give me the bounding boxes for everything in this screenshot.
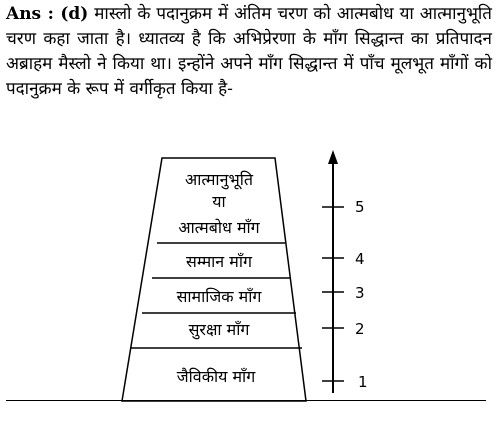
level-4-label: सम्मान माँग: [186, 252, 252, 271]
answer-prefix: Ans : (d): [6, 4, 89, 24]
tick-label-5: 5: [355, 198, 365, 216]
tick-label-3: 3: [355, 284, 365, 302]
tick-label-2: 2: [355, 320, 365, 338]
scale-arrowhead: [328, 150, 338, 164]
level-1-label: जैविकीय माँग: [176, 367, 256, 386]
level-5-line-3: आत्मबोध माँग: [178, 218, 260, 237]
level-5-line-2: या: [212, 192, 226, 211]
tick-label-4: 4: [355, 250, 365, 268]
level-3-label: सामाजिक माँग: [176, 287, 262, 306]
answer-text: मास्लो के पदानुक्रम में अंतिम चरण को आत्मबोध या आत्मानुभूति चरण कहा जाता है। ध्यातव्य है कि अभिप्रेरणा के माँग सिद्धान्त का प्रतिपादन अब्राहम मैस्लो ने किया था। इन्होंने अपने माँग सिद्धान्त में पाँच मूलभूत माँगों को पदानुक्रम के रूप में वर्गीकृत किया है-: [6, 4, 492, 99]
level-5-line-1: आत्मानुभूति: [185, 170, 253, 189]
tick-label-1: 1: [358, 373, 368, 391]
bottom-rule: [6, 400, 486, 401]
level-2-label: सुरक्षा माँग: [188, 320, 250, 339]
